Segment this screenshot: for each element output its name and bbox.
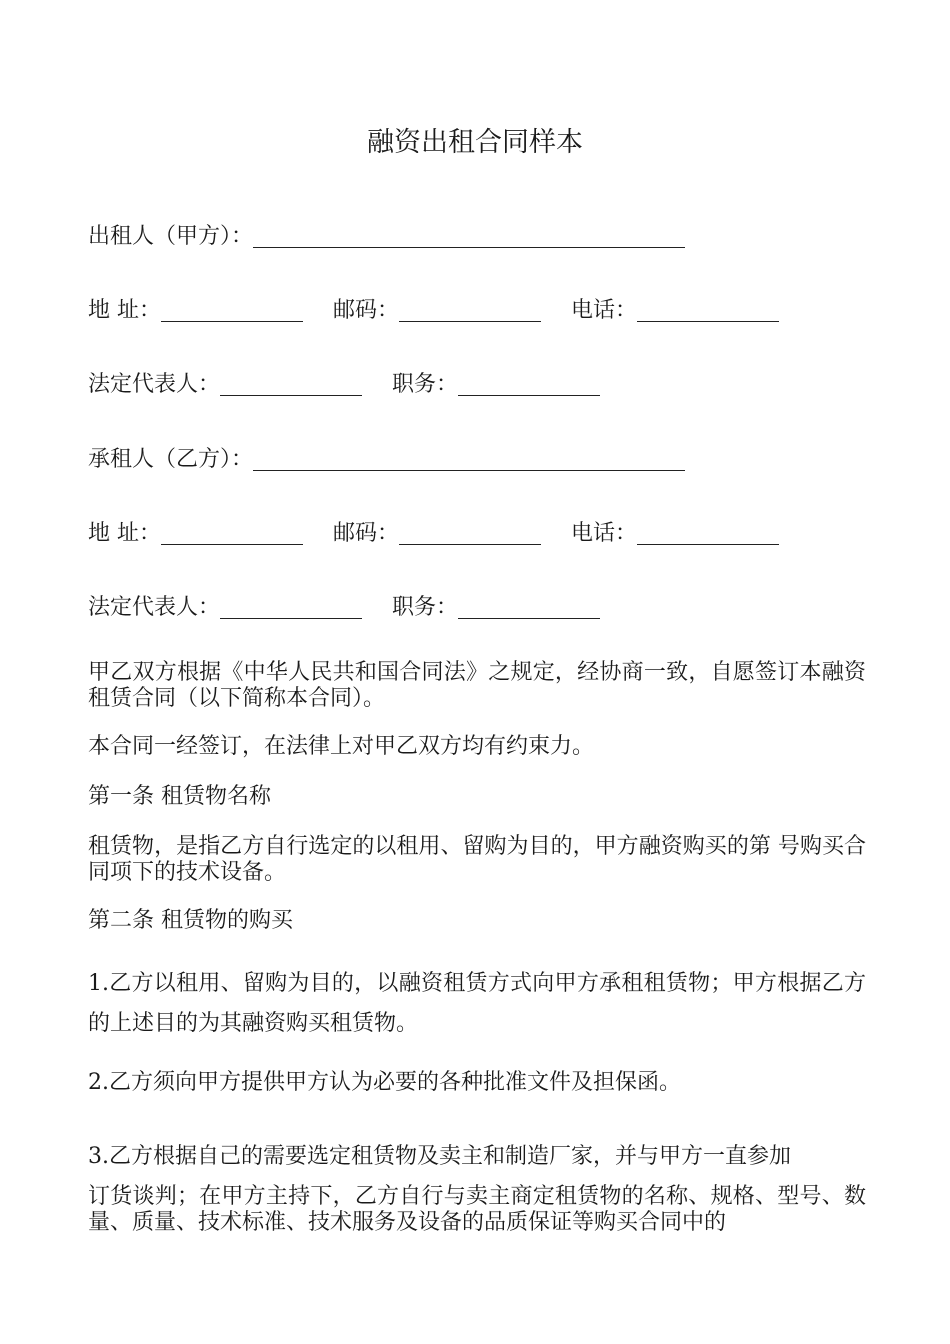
lessor-rep-label: 法定代表人：: [88, 372, 221, 397]
article2-item-3-continued: 订货谈判；在甲方主持下，乙方自行与卖主商定租赁物的名称、规格、型号、数量、质量、技术标准、技术服务及设备的品质保证等购买合同中的: [88, 1184, 866, 1235]
lessee-row: [88, 445, 685, 475]
lessee-position-group: [392, 593, 600, 623]
lessor-postcode-label: 邮码：: [333, 298, 400, 323]
article2-item-2: 2.乙方须向甲方提供甲方认为必要的各种批准文件及担保函。: [88, 1070, 681, 1095]
intro-paragraph: 甲乙双方根据《中华人民共和国合同法》之规定，经协商一致，自愿签订本融资租赁合同（以下简称本合同）。: [88, 660, 866, 711]
lessor-rep-field[interactable]: [220, 373, 362, 396]
lessor-rep-group: [88, 370, 362, 400]
lessee-rep-row: [88, 593, 630, 623]
lessor-name-field[interactable]: [253, 225, 685, 248]
lessor-postcode-field[interactable]: [399, 299, 541, 322]
lessee-address-field[interactable]: [161, 522, 303, 545]
lessor-position-label: 职务：: [392, 372, 459, 397]
lessor-row: [88, 222, 685, 252]
lessor-position-group: [392, 370, 600, 400]
lessee-contact-row: [88, 519, 809, 549]
lessee-postcode-group: [333, 519, 541, 549]
lessor-address-group: [88, 296, 303, 326]
lessor-phone-group: [571, 296, 779, 326]
lessee-phone-label: 电话：: [571, 521, 638, 546]
lessee-postcode-field[interactable]: [399, 522, 541, 545]
article2-item-1: 1.乙方以租用、留购为目的，以融资租赁方式向甲方承租租赁物；甲方根据乙方的上述目的为其融资购买租赁物。: [88, 971, 866, 1036]
lessor-rep-row: [88, 370, 630, 400]
binding-paragraph: 本合同一经签订，在法律上对甲乙双方均有约束力。: [88, 734, 595, 759]
lessor-phone-label: 电话：: [571, 298, 638, 323]
article2-heading: 第二条 租赁物的购买: [88, 908, 293, 933]
lessee-name-field[interactable]: [253, 448, 685, 471]
lessor-address-field[interactable]: [161, 299, 303, 322]
article1-heading: 第一条 租赁物名称: [88, 784, 271, 809]
lessee-phone-group: [571, 519, 779, 549]
article2-item-3-line1: 3.乙方根据自己的需要选定租赁物及卖主和制造厂家，并与甲方一直参加: [88, 1144, 791, 1169]
lessor-contact-row: [88, 296, 809, 326]
article1-paragraph: 租赁物，是指乙方自行选定的以租用、留购为目的，甲方融资购买的第 号购买合同项下的技术设备。: [88, 834, 866, 885]
lessor-address-label: 地 址：: [88, 298, 161, 323]
lessee-rep-field[interactable]: [220, 596, 362, 619]
lessee-rep-group: [88, 593, 362, 623]
lessee-phone-field[interactable]: [637, 522, 779, 545]
lessor-label: 出租人（甲方）：: [88, 224, 254, 249]
lessee-label: 承租人（乙方）：: [88, 447, 254, 472]
lessor-postcode-group: [333, 296, 541, 326]
lessee-position-field[interactable]: [458, 596, 600, 619]
page-title: 融资出租合同样本: [367, 127, 583, 158]
lessee-postcode-label: 邮码：: [333, 521, 400, 546]
lessee-position-label: 职务：: [392, 595, 459, 620]
lessee-rep-label: 法定代表人：: [88, 595, 221, 620]
lessor-phone-field[interactable]: [637, 299, 779, 322]
lessee-address-label: 地 址：: [88, 521, 161, 546]
lessee-address-group: [88, 519, 303, 549]
lessor-position-field[interactable]: [458, 373, 600, 396]
